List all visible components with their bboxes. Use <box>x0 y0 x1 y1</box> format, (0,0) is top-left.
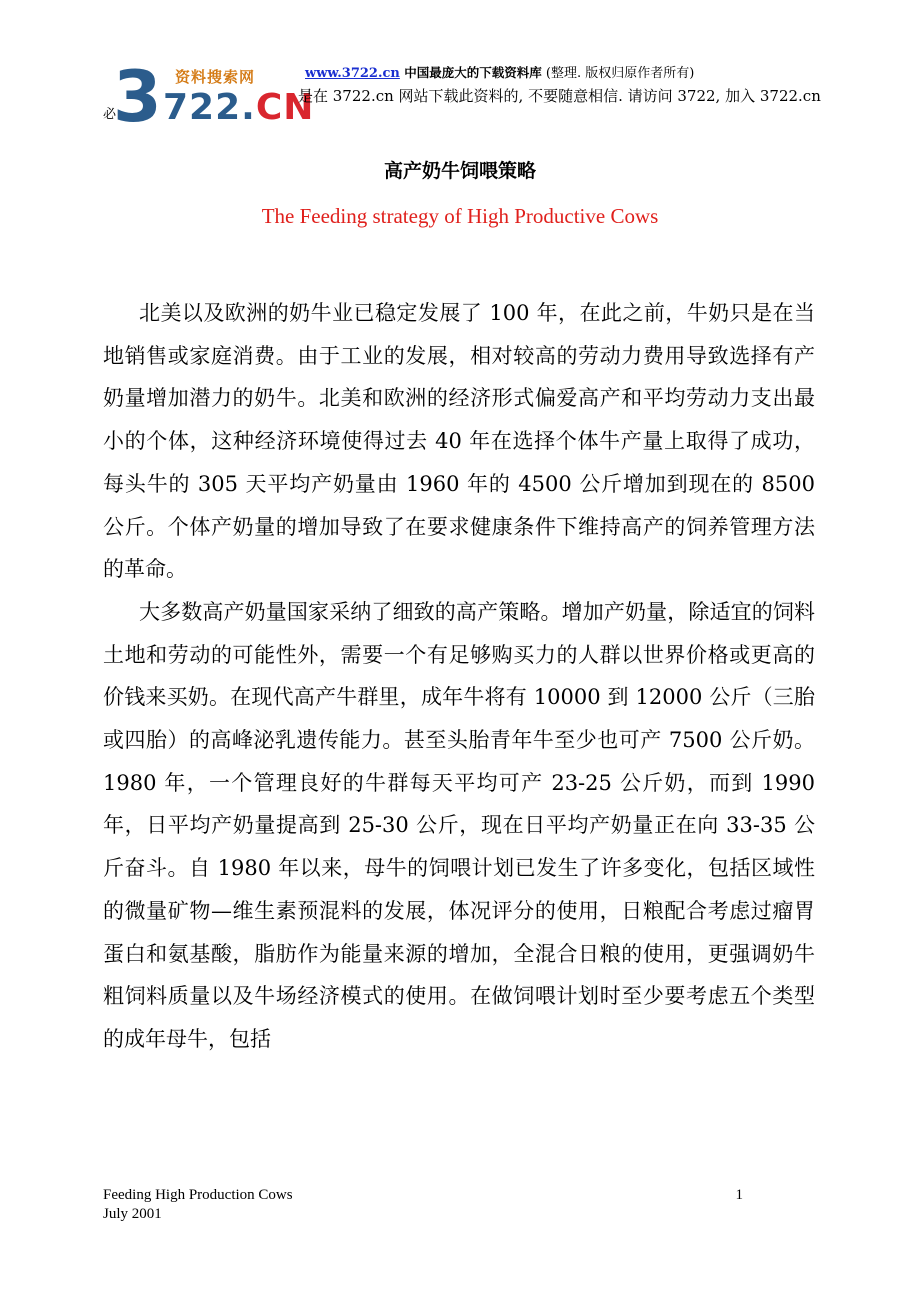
header-line-2: 是在 3722.cn 网站下载此资料的, 不要随意相信. 请访问 3722, 加入 3722.cn <box>298 87 821 105</box>
paragraph-2: 大多数高产奶量国家采纳了细致的高产策略。增加产奶量，除适宜的饲料土地和劳动的可能性外，需要一个有足够购买力的人群以世界价格或更高的价钱来买奶。在现代高产牛群里，成年牛将有 10000 到 12000 公斤（三胎或四胎）的高峰泌乳遗传能力。甚至头胎青年牛至少也可产 7500 公斤奶。1980 年，一个管理良好的牛群每天平均可产 23-25 公斤奶，而到 1990 年，日平均产奶量提高到 25-30 公斤，现在日平均产奶量正在向 33-35 公斤奋斗。自 1980 年以来，母牛的饲喂计划已发生了许多变化，包括区域性的微量矿物—维生素预混料的发展，体况评分的使用，日粮配合考虑过瘤胃蛋白和氨基酸，脂肪作为能量来源的增加，全混合日粮的使用，更强调奶牛粗饲料质量以及牛场经济模式的使用。在做饲喂计划时至少要考虑五个类型的成年母牛，包括 <box>103 599 815 1051</box>
footer-doc-title: Feeding High Production Cows <box>103 1187 293 1203</box>
document-body <box>103 292 815 1061</box>
logo-suffix: CN <box>255 87 315 128</box>
logo-digits: 722. <box>163 87 256 128</box>
site-link[interactable]: www.3722.cn <box>305 66 400 81</box>
paragraph-1: 北美以及欧洲的奶牛业已稳定发展了 100 年，在此之前，牛奶只是在当地销售或家庭消费。由于工业的发展，相对较高的劳动力费用导致选择有产奶量增加潜力的奶牛。北美和欧洲的经济形式偏爱高产和平均劳动力支出最小的个体，这种经济环境使得过去 40 年在选择个体牛产量上取得了成功，每头牛的 305 天平均产奶量由 1960 年的 4500 公斤增加到现在的 8500 公斤。个体产奶量的增加导致了在要求健康条件下维持高产的饲养管理方法的革命。 <box>103 301 815 582</box>
header-note: (整理. 版权归原作者所有) <box>541 66 695 81</box>
footer-date: July 2001 <box>103 1206 162 1222</box>
logo-text <box>163 88 314 128</box>
title-english: The Feeding strategy of High Productive Cows <box>261 204 659 228</box>
header-line-1 <box>305 64 694 83</box>
title-chinese: 高产奶牛饲喂策略 <box>383 160 536 182</box>
header-tagline: 中国最庞大的下载资料库 <box>399 65 542 80</box>
site-logo <box>113 56 315 138</box>
logo-slogan: 资料搜索网 <box>175 68 256 86</box>
logo-number: 3 <box>113 56 162 138</box>
page-footer <box>103 1186 743 1224</box>
page-number: 1 <box>735 1187 743 1203</box>
header-line-2-lead: 必 <box>103 107 117 122</box>
